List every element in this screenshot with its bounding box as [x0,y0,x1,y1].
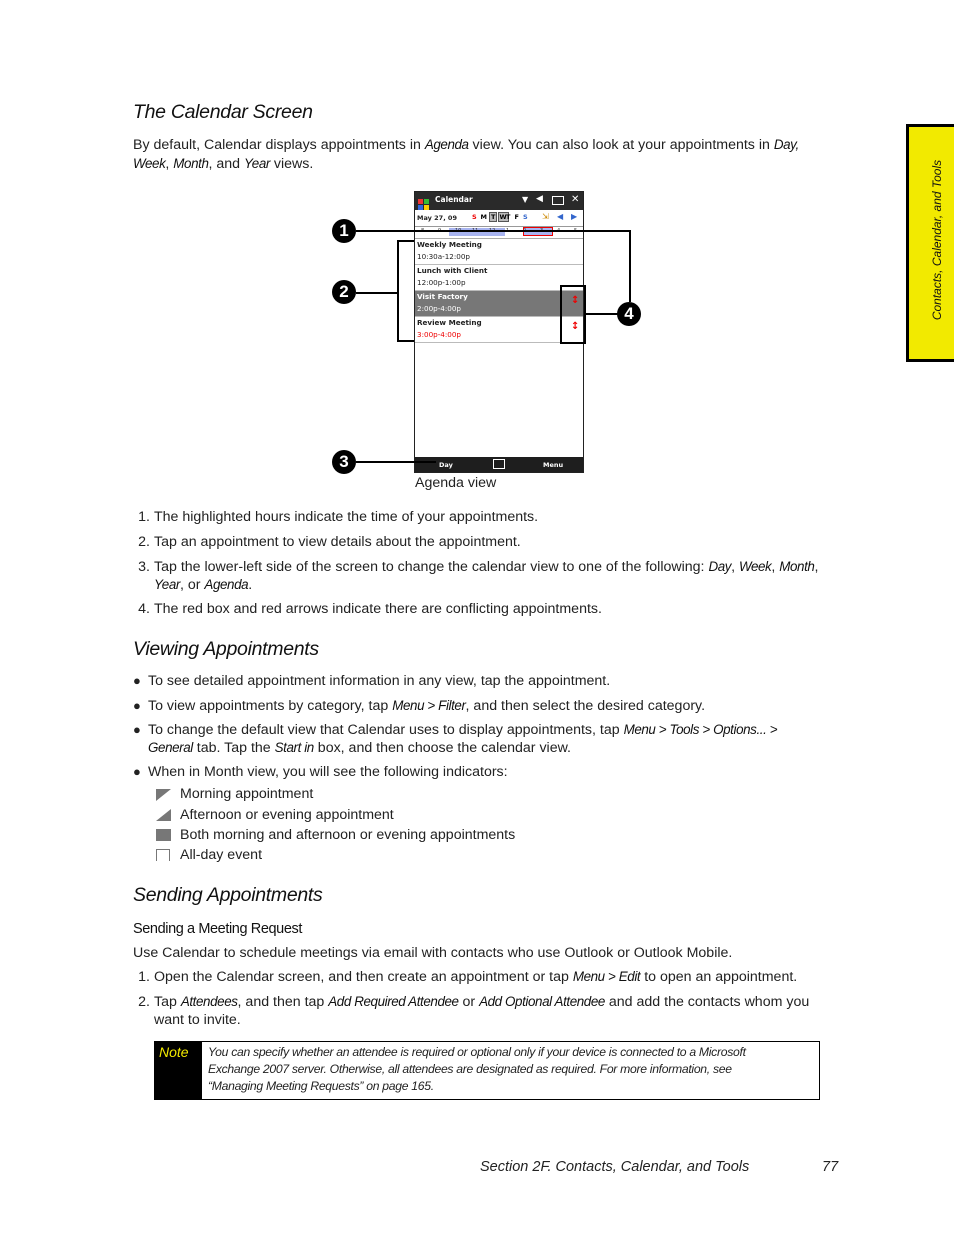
italic-term: Menu > Tools > Options... > [623,722,778,737]
appointment-item[interactable] [415,291,583,317]
italic-term: Year [244,156,270,171]
text-run: , and then select the desired category. [465,698,706,714]
list-item: The red box and red arrows indicate there are conflicting appointments. [154,601,602,617]
callout-3: 3 [332,450,356,474]
list-item: Tap an appointment to view details about the appointment. [154,534,521,550]
appointment-time: 10:30a-12:00p [417,252,470,261]
callout-2-leader [356,292,398,294]
subsection-title: Sending a Meeting Request [133,921,302,937]
phone-date: May 27, 09 [417,214,457,222]
list-item-line-2 [154,576,252,594]
italic-term: Menu > Edit [572,969,641,984]
bullet-text-line-2 [148,739,571,757]
bullet-text-line-1 [148,721,777,739]
weekday-6[interactable]: S [523,213,528,221]
conflict-arrow-icon: ↕ [571,321,580,332]
list-item-line-1 [154,993,809,1011]
italic-term: Agenda [204,577,249,592]
italic-term: Year [154,577,180,592]
callout-1-leader [356,230,630,232]
figure-caption: Agenda view [415,475,497,491]
today-icon[interactable]: ⇲ [542,212,549,221]
sending-intro: Use Calendar to schedule meetings via email with contacts who use Outlook or Outlook Mobile. [133,945,733,961]
list-number: 4. [138,601,150,617]
text-run: , and then tap [237,994,329,1010]
appointment-name: Visit Factory [417,292,468,301]
italic-term: Day [708,559,732,574]
italic-term: Week [738,559,772,574]
italic-term: General [148,740,193,755]
text-run: Open the Calendar screen, and then create an appointment or tap [154,969,573,985]
appointment-time: 3:00p-4:00p [417,330,461,339]
list-number: 3. [138,559,150,575]
appointment-name: Review Meeting [417,318,482,327]
italic-term: Agenda [424,137,469,152]
text-run: , [814,559,819,575]
soft-key-menu[interactable]: Menu [543,461,564,469]
italic-term: Month [173,156,209,171]
callout-2: 2 [332,280,356,304]
side-tab-label: Contacts, Calendar, and Tools [929,159,944,321]
bullet: ● [133,673,141,688]
phone-date-bar [415,210,583,227]
calendar-intro-line-2 [133,155,313,173]
note-line: Exchange 2007 server. Otherwise, all attendees are designated as required. For more information, see [208,1062,732,1076]
weekday-4[interactable]: T [506,213,511,221]
section-title-calendar-screen: The Calendar Screen [133,101,313,123]
bullet: ● [133,722,141,737]
appointment-name: Lunch with Client [417,266,488,275]
phone-soft-key-bar [415,457,583,472]
italic-term: Attendees [180,994,238,1009]
callout-4: 4 [617,302,641,326]
italic-term: Start in [274,740,314,755]
list-number: 2. [138,994,150,1010]
legend-label: All-day event [180,847,263,863]
callout-2-bracket-bottom [397,340,414,342]
note-box [154,1041,820,1100]
conflict-arrows-box [560,285,586,344]
page-number: 77 [822,1159,839,1175]
note-line: You can specify whether an attendee is required or optional only if your device is connected to a Microsoft [208,1045,746,1059]
legend-label: Both morning and afternoon or evening appointments [180,827,516,843]
text-run: . [248,577,253,593]
weekday-5[interactable]: F [514,213,519,221]
both-indicator-icon [156,829,171,841]
italic-term: Week [133,156,166,171]
appointment-item[interactable] [415,239,583,265]
appointment-time: 2:00p-4:00p [417,304,461,313]
phone-app-title: Calendar [435,195,473,204]
section-title-sending-appointments: Sending Appointments [133,884,323,906]
soft-key-day[interactable]: Day [439,461,453,469]
callout-2-bracket [397,240,399,342]
note-label: Note [155,1042,202,1099]
appointment-name: Weekly Meeting [417,240,482,249]
italic-term: Day, [773,137,799,152]
appointment-item[interactable] [415,265,583,291]
calendar-intro-line-1 [133,136,799,154]
list-item-line-2: want to invite. [154,1012,241,1028]
footer-section: Section 2F. Contacts, Calendar, and Tools [480,1159,750,1175]
afternoon-indicator-icon [156,809,171,821]
chapter-side-tab [906,124,954,362]
text-run: tab. Tap the [192,740,275,756]
bullet-text: To see detailed appointment information in any view, tap the appointment. [148,673,611,689]
note-line: “Managing Meeting Requests” on page 165. [208,1079,434,1093]
text-run: , and [208,156,244,172]
morning-indicator-icon [156,789,171,801]
agenda-view-screenshot [414,191,584,473]
note-body [208,1044,808,1095]
text-run: and add the contacts whom you [604,994,810,1010]
next-arrow-icon[interactable]: ▶ [571,212,578,221]
callout-2-bracket-top [397,240,414,242]
battery-icon [552,196,564,205]
text-run: To view appointments by category, tap [148,698,393,714]
volume-icon[interactable]: ◀ [536,194,543,204]
text-run: , or [179,577,205,593]
appointment-time: 12:00p-1:00p [417,278,466,287]
windows-start-icon[interactable] [418,195,430,206]
weekday-3[interactable]: W [499,213,507,221]
text-run: view. You can also look at your appointments in [468,137,774,153]
italic-term: Month [779,559,815,574]
weekday-2[interactable]: T [491,213,496,221]
italic-term: Menu > Filter [392,698,466,713]
section-title-viewing-appointments: Viewing Appointments [133,638,319,660]
text-run: or [458,994,480,1010]
close-icon[interactable]: ✕ [571,194,580,205]
italic-term: Add Required Attendee [328,994,459,1009]
legend-label: Morning appointment [180,786,314,802]
appointment-item[interactable] [415,317,583,343]
text-run: Tap the lower-left side of the screen to change the calendar view to one of the following: [154,559,709,575]
conflict-arrow-icon: ↕ [571,295,580,306]
callout-4-leader [586,313,618,315]
list-item [154,968,797,986]
italic-term: Add Optional Attendee [479,994,605,1009]
list-item: The highlighted hours indicate the time of your appointments. [154,509,539,525]
list-number: 2. [138,534,150,550]
bullet: ● [133,698,141,713]
prev-arrow-icon[interactable]: ◀ [557,212,564,221]
phone-title-bar [415,192,583,210]
text-run: to open an appointment. [640,969,798,985]
list-item-line-1 [154,558,818,576]
keyboard-icon[interactable] [493,459,505,469]
bullet: ● [133,764,141,779]
callout-1: 1 [332,219,356,243]
text-run: box, and then choose the calendar view. [313,740,571,756]
hours-strip [415,226,583,239]
list-number: 1. [138,509,150,525]
text-run: To change the default view that Calendar uses to display appointments, tap [148,722,624,738]
text-run: , [165,156,174,172]
all-day-indicator-icon [156,849,171,861]
text-run: views. [269,156,314,172]
callout-3-leader [356,461,436,463]
weekday-1[interactable]: M [480,213,487,221]
bullet-text [148,697,705,715]
legend-label: Afternoon or evening appointment [180,807,394,823]
callout-4-leader-upper [629,230,631,302]
text-run: Tap [154,994,181,1010]
text-run: , [731,559,739,575]
bullet-text: When in Month view, you will see the following indicators: [148,764,508,780]
text-run: By default, Calendar displays appointments in [133,137,425,153]
signal-icon: ▼ [522,195,529,204]
text-run: , [771,559,780,575]
weekday-0[interactable]: S [472,213,477,221]
list-number: 1. [138,969,150,985]
